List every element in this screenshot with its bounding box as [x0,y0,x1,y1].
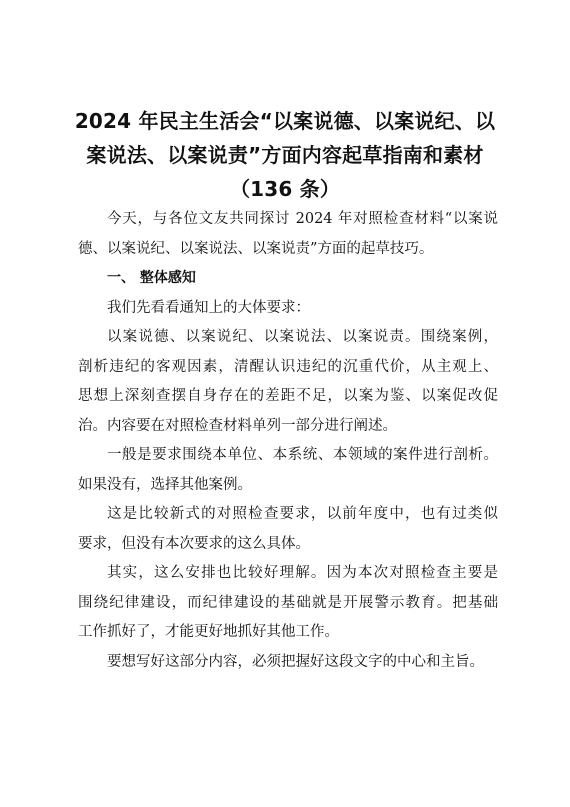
document-title [60,104,510,206]
intro-paragraph [78,205,498,264]
paragraph [78,441,498,500]
title-line-2: 案说法、以案说责”方面内容起草指南和素材 [86,143,484,167]
text-line: 我们先看看通知上的大体要求： [107,299,310,316]
text-line: 思想上深刻查摆自身存在的差距不足，以案为鉴、以案促改促 [78,388,498,404]
text-line: 剖析违纪的客观因素，清醒认识违纪的沉重代价，从主观上、 [78,358,498,375]
text-line: 工作抓好了，才能更好地抓好其他工作。 [78,624,339,640]
text-line: 要想写好这部分内容，必须把握好这段文字的中心和主旨。 [107,653,484,670]
text-line: 一般是要求围绕本单位、本系统、本领域的案件进行剖析。 [107,447,498,463]
paragraph [78,323,498,441]
document-body [78,205,498,677]
text-line: 这是比较新式的对照检查要求，以前年度中，也有过类似 [107,506,498,522]
paragraph [78,500,498,559]
title-line-1: 2024 年民主生活会“以案说德、以案说纪、以 [74,109,496,133]
text-line: 治。内容要在对照检查材料单列一部分进行阐述。 [78,417,397,434]
paragraph [78,648,498,678]
paragraph [78,294,498,324]
text-line: 今天，与各位文友共同探讨 2024 年对照检查材料“以案说 [107,211,498,227]
text-line: 其实，这么安排也比较好理解。因为本次对照检查主要是 [107,565,498,581]
text-line: 要求，但没有本次要求的这么具体。 [78,535,310,552]
text-line: 以案说德、以案说纪、以案说法、以案说责。围绕案例， [107,329,498,345]
section-heading: 一、 整体感知 [107,270,196,286]
text-line: 德、以案说纪、以案说法、以案说责”方面的起草技巧。 [78,240,434,257]
text-line: 如果没有，选择其他案例。 [78,476,252,493]
title-line-3: （136 条） [229,177,341,201]
paragraph [78,559,498,648]
text-line: 围绕纪律建设，而纪律建设的基础就是开展警示教育。把基础 [78,594,498,611]
